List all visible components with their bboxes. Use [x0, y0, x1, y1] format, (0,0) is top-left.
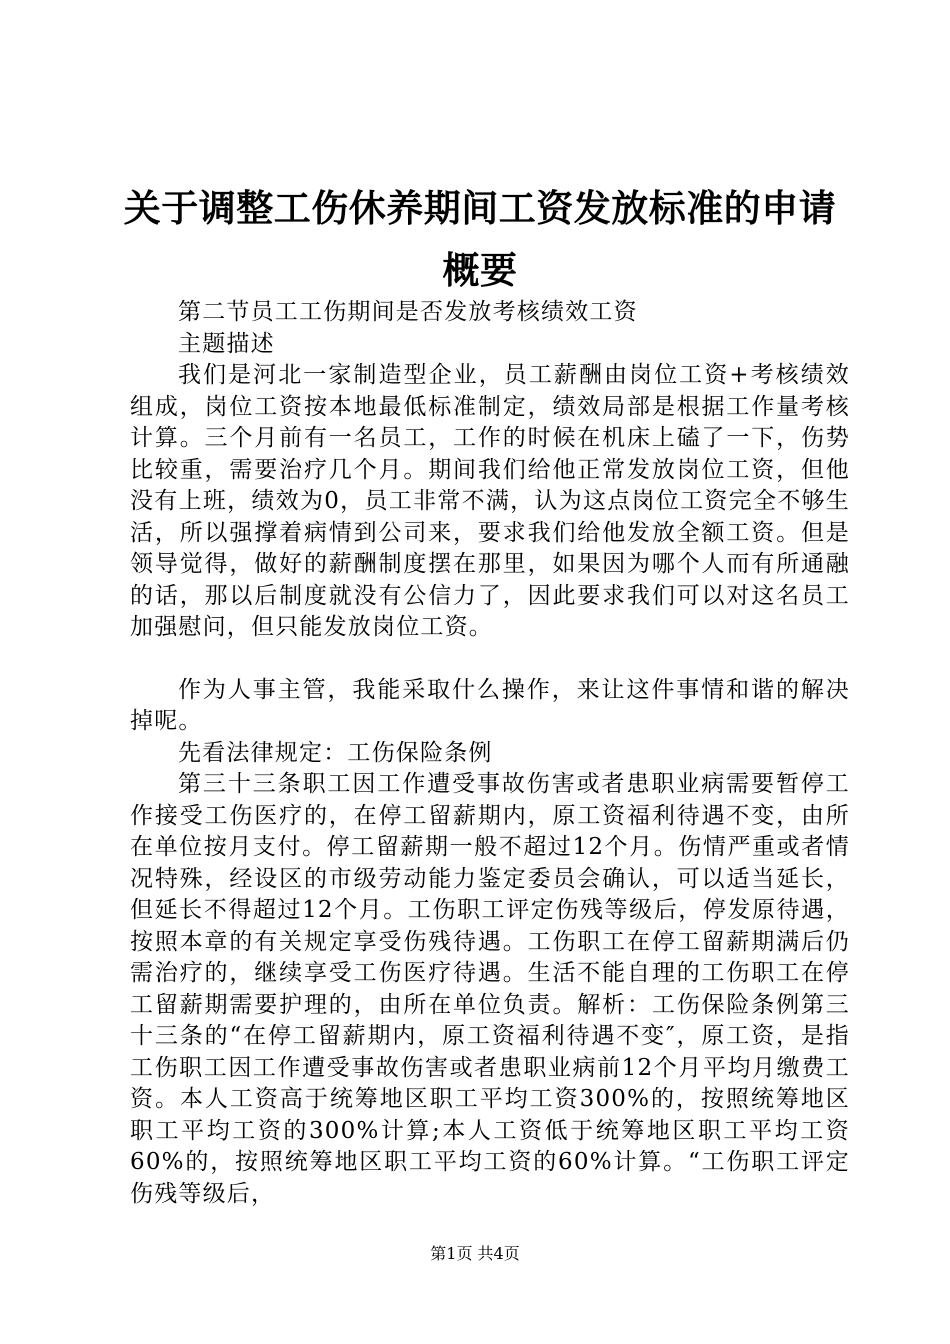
document-title: 关于调整工伤休养期间工资发放标准的申请概要	[123, 187, 837, 292]
section-heading: 第二节员工工伤期间是否发放考核绩效工资	[178, 299, 638, 325]
law-article-paragraph: 第三十三条职工因工作遭受事故伤害或者患职业病需要暂停工作接受工伤医疗的，在停工留薪期内，原工资福利待遇不变，由所在单位按月支付。停工留薪期一般不超过12个月。伤情严重或者情况特殊，经设区的市级劳动能力鉴定委员会确认，可以适当延长，但延长不得超过12个月。工伤职工评定伤残等级后，停发原待遇，按照本章的有关规定享受伤残待遇。工伤职工在停工留薪期满后仍需治疗的，继续享受工伤医疗待遇。生活不能自理的工伤职工在停工留薪期需要护理的，由所在单位负责。解析：工伤保险条例第三十三条的“在停工留薪期内，原工资福利待遇不变″，原工资，是指工伤职工因工作遭受事故伤害或者患职业病前12个月平均月缴费工资。本人工资高于统筹地区职工平均工资300%的，按照统筹地区职工平均工资的300%计算;本人工资低于统筹地区职工平均工资60%的，按照统筹地区职工平均工资的60%计算。“工伤职工评定伤残等级后，	[130, 771, 850, 1207]
page-number-footer: 第1页 共4页	[430, 1244, 520, 1263]
question-paragraph: 作为人事主管，我能采取什么操作，来让这件事情和谐的解决掉呢。	[130, 676, 850, 734]
topic-label: 主题描述	[178, 330, 275, 357]
law-heading: 先看法律规定：工伤保险条例	[178, 739, 493, 766]
document-body	[130, 297, 850, 1210]
case-description-paragraph: 我们是河北一家制造型企业，员工薪酬由岗位工资+考核绩效组成，岗位工资按本地最低标准制定，绩效局部是根据工作量考核计算。三个月前有一名员工，工作的时候在机床上磕了一下，伤势比较重，需要治疗几个月。期间我们给他正常发放岗位工资，但他没有上班，绩效为0，员工非常不满，认为这点岗位工资完全不够生活，所以强撑着病情到公司来，要求我们给他发放全额工资。但是领导觉得，做好的薪酬制度摆在那里，如果因为哪个人而有所通融的话，那以后制度就没有公信力了，因此要求我们可以对这名员工加强慰问，但只能发放岗位工资。	[130, 362, 850, 640]
